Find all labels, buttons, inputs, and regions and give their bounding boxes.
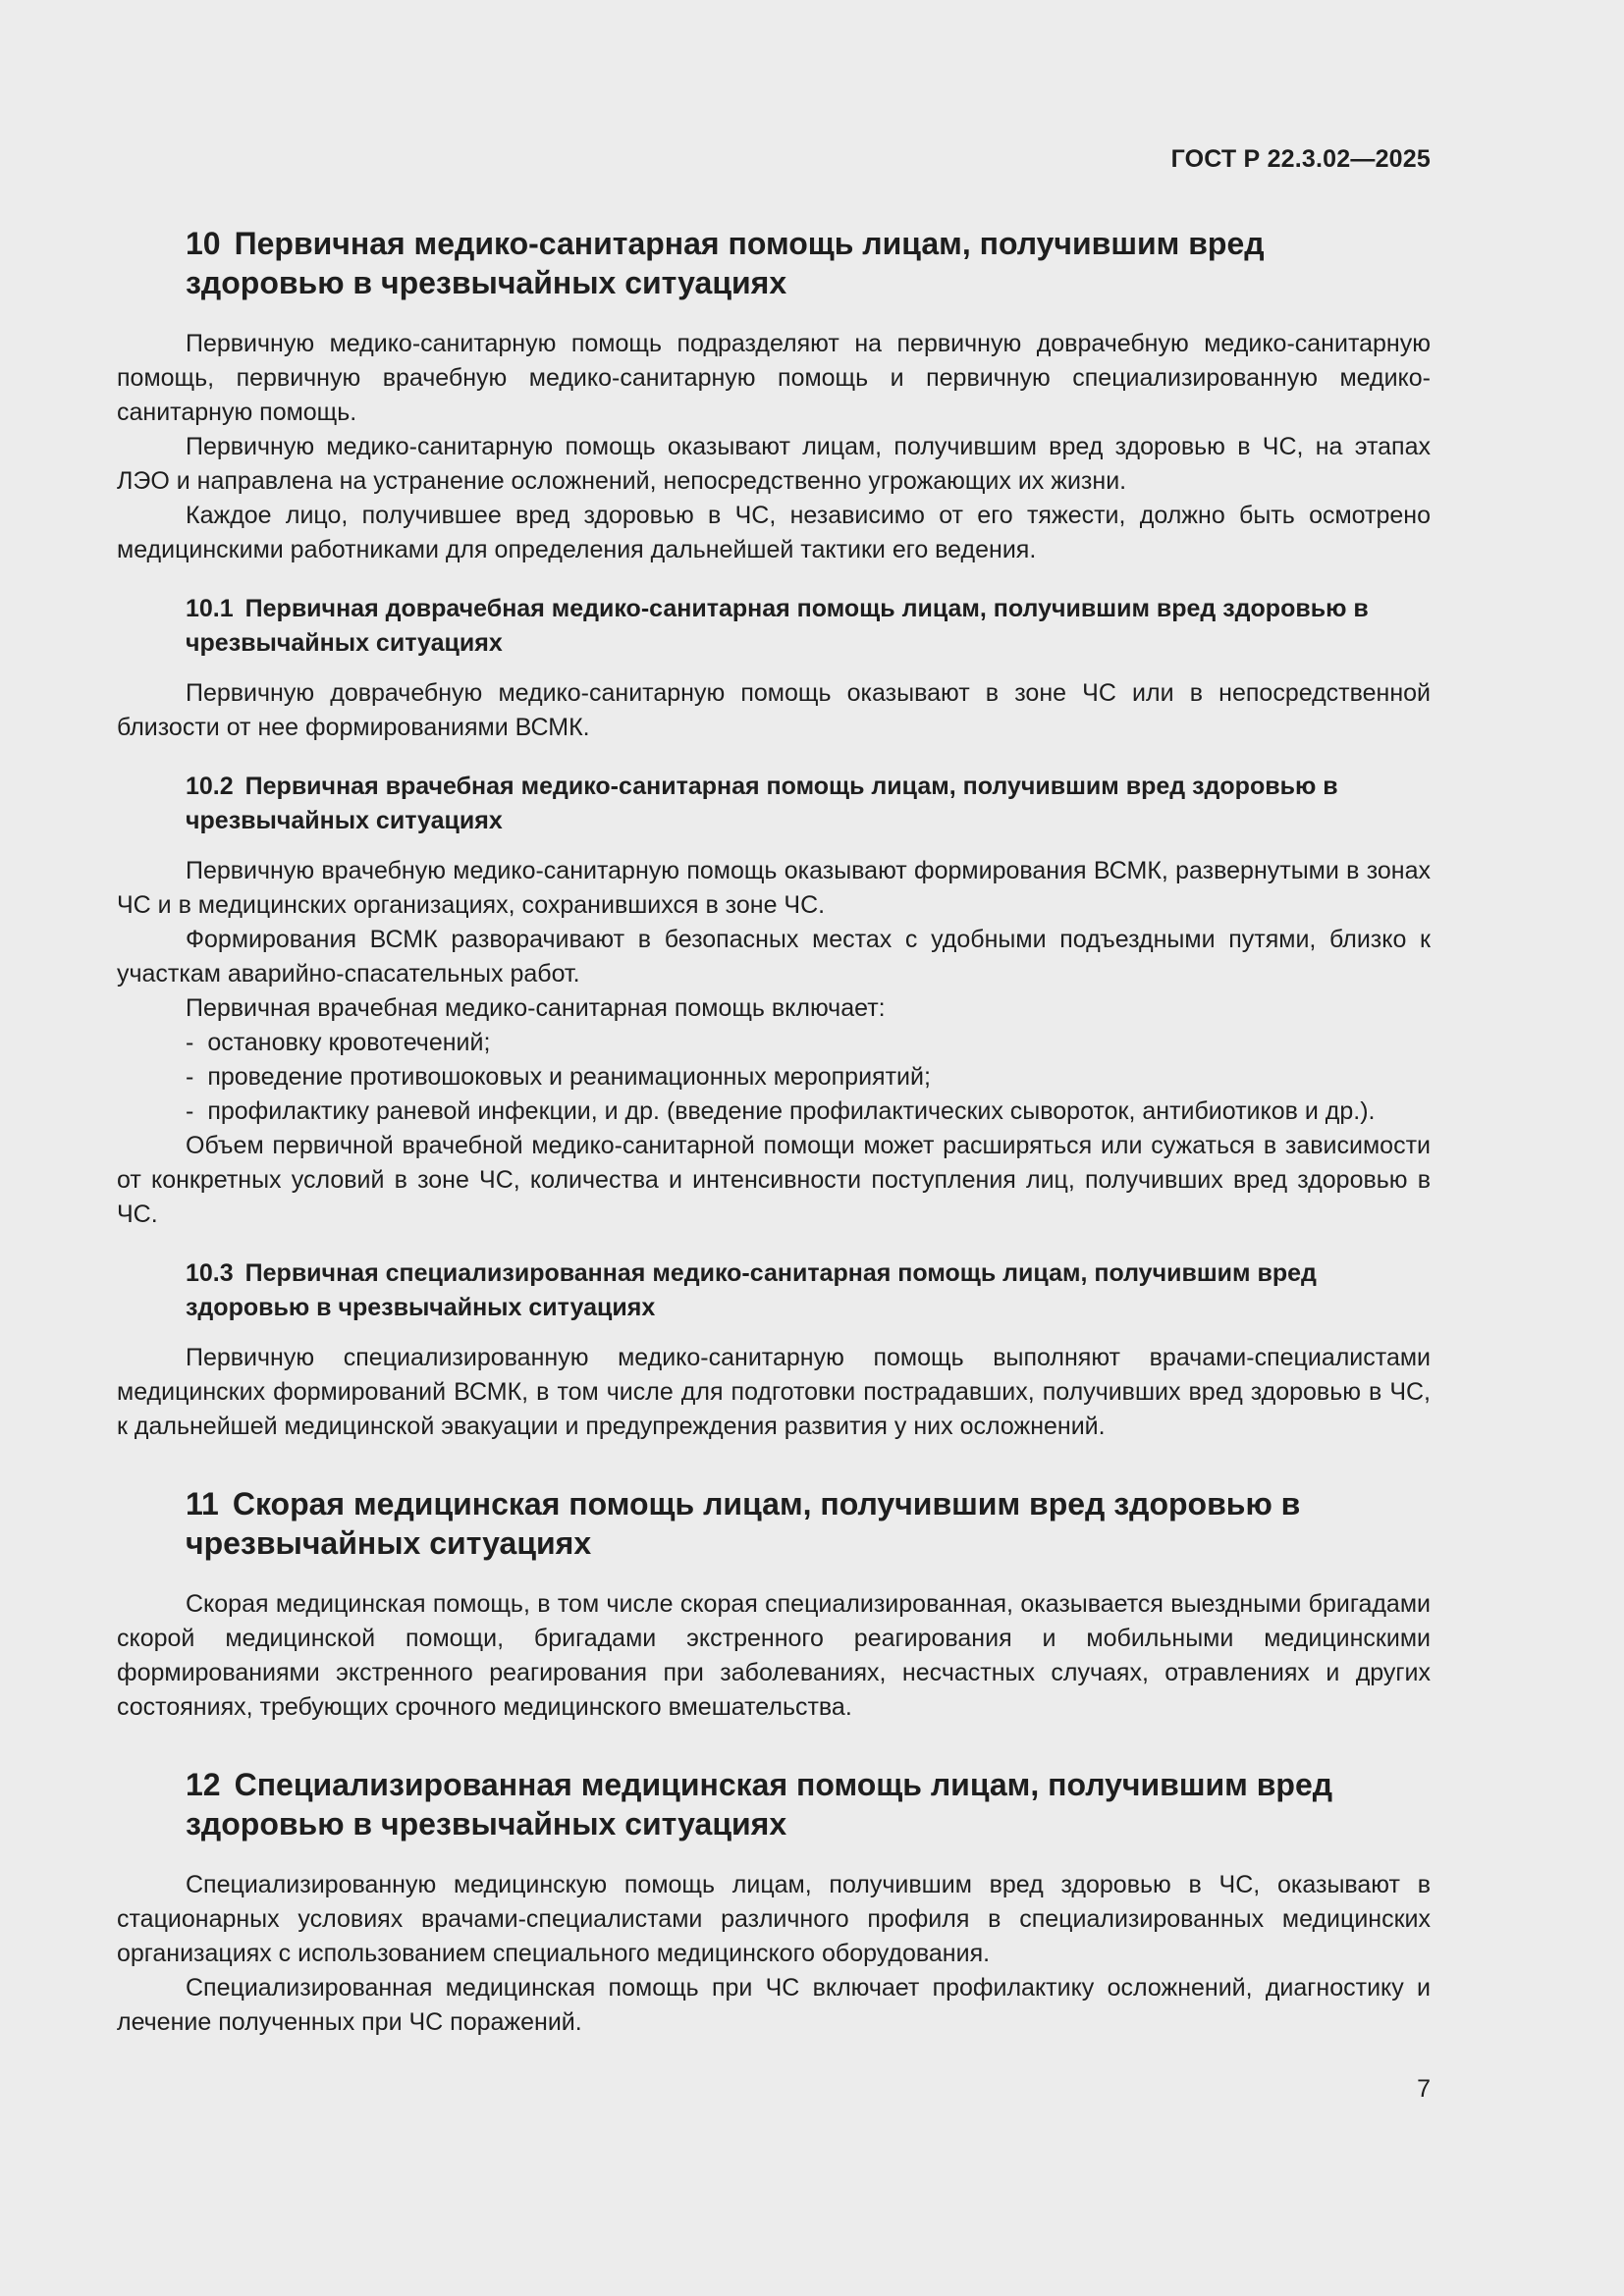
section-10-3-heading: [117, 1256, 1431, 1325]
list-item: [117, 1026, 1431, 1060]
section-number: 10.3: [186, 1259, 234, 1287]
paragraph: Формирования ВСМК разворачивают в безопасных местах с удобными подъездными путями, близко к участкам аварийно-спасательных работ.: [117, 926, 1431, 988]
list-dash: -: [186, 1063, 194, 1091]
list-item: [117, 1060, 1431, 1095]
list-dash: -: [186, 1097, 194, 1125]
paragraph: Первичную доврачебную медико-санитарную помощь оказывают в зоне ЧС или в непосредственной близости от нее формированиями ВСМК.: [117, 679, 1431, 741]
paragraph: Первичную медико-санитарную помощь подразделяют на первичную доврачебную медико-санитарную помощь, первичную врачебную медико-санитарную помощь и первичную специализированную медико-санитарную помощь.: [117, 330, 1431, 426]
list-item-text: профилактику раневой инфекции, и др. (введение профилактических сывороток, антибиотиков и др.).: [207, 1097, 1376, 1125]
paragraph: Каждое лицо, получившее вред здоровью в ЧС, независимо от его тяжести, должно быть осмотрено медицинскими работниками для определения дальнейшей тактики его ведения.: [117, 502, 1431, 563]
section-number: 10.1: [186, 595, 234, 622]
section-title: Скорая медицинская помощь лицам, получившим вред здоровью в чрезвычайных ситуациях: [186, 1486, 1301, 1561]
section-title: Первичная медико-санитарная помощь лицам, получившим вред здоровью в чрезвычайных ситуациях: [186, 226, 1265, 300]
section-number: 10.2: [186, 773, 234, 800]
section-title: Первичная врачебная медико-санитарная помощь лицам, получившим вред здоровью в чрезвычайных ситуациях: [186, 773, 1338, 834]
section-number: 11: [186, 1486, 219, 1522]
section-10-1-heading: [117, 592, 1431, 661]
paragraph: Специализированную медицинскую помощь лицам, получившим вред здоровью в ЧС, оказывают в стационарных условиях врачами-специалистами различного профиля в специализированных медицинских организациях с использованием специального медицинского оборудования.: [117, 1871, 1431, 1967]
paragraph: Первичную врачебную медико-санитарную помощь оказывают формирования ВСМК, развернутыми в зонах ЧС и в медицинских организациях, сохранившихся в зоне ЧС.: [117, 857, 1431, 919]
section-11-heading: [117, 1484, 1431, 1563]
list-item: [117, 1095, 1431, 1129]
section-number: 10: [186, 226, 221, 261]
section-title: Первичная доврачебная медико-санитарная помощь лицам, получившим вред здоровью в чрезвычайных ситуациях: [186, 595, 1369, 657]
section-12-heading: [117, 1765, 1431, 1843]
section-10-2-heading: [117, 770, 1431, 838]
section-10-heading: [117, 224, 1431, 302]
paragraph: Первичную медико-санитарную помощь оказывают лицам, получившим вред здоровью в ЧС, на этапах ЛЭО и направлена на устранение осложнений, непосредственно угрожающих их жизни.: [117, 433, 1431, 495]
list-item-text: остановку кровотечений;: [207, 1029, 491, 1056]
paragraph: Первичную специализированную медико-санитарную помощь выполняют врачами-специалистами медицинских формирований ВСМК, в том числе для подготовки пострадавших, получивших вред здоровью в ЧС, к дальнейшей медицинской эвакуации и предупреждения развития у них осложнений.: [117, 1344, 1431, 1440]
document-code: ГОСТ Р 22.3.02—2025: [1170, 145, 1431, 173]
list-dash: -: [186, 1029, 194, 1056]
section-title: Специализированная медицинская помощь лицам, получившим вред здоровью в чрезвычайных ситуациях: [186, 1767, 1333, 1842]
section-title: Первичная специализированная медико-санитарная помощь лицам, получившим вред здоровью в чрезвычайных ситуациях: [186, 1259, 1317, 1321]
list-item-text: проведение противошоковых и реанимационных мероприятий;: [207, 1063, 931, 1091]
page-number: 7: [1417, 2075, 1431, 2103]
paragraph: Первичная врачебная медико-санитарная помощь включает:: [186, 994, 886, 1022]
paragraph: Специализированная медицинская помощь при ЧС включает профилактику осложнений, диагностику и лечение полученных при ЧС поражений.: [117, 1974, 1431, 2036]
paragraph: Объем первичной врачебной медико-санитарной помощи может расширяться или сужаться в зависимости от конкретных условий в зоне ЧС, количества и интенсивности поступления лиц, получивших вред здоровью в ЧС.: [117, 1132, 1431, 1228]
paragraph: Скорая медицинская помощь, в том числе скорая специализированная, оказывается выездными бригадами скорой медицинской помощи, бригадами экстренного реагирования и мобильными медицинскими формированиями экстренного реагирования при заболеваниях, несчастных случаях, отравлениях и других состояниях, требующих срочного медицинского вмешательства.: [117, 1590, 1431, 1721]
section-number: 12: [186, 1767, 221, 1802]
page-content: [117, 224, 1431, 2040]
